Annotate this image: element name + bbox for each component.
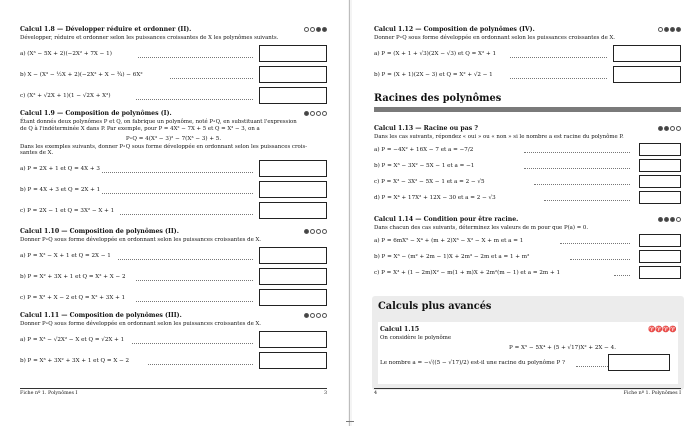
answer-box[interactable] xyxy=(259,268,327,285)
difficulty-indicator xyxy=(658,217,681,222)
section-title-avances: Calculs plus avancés xyxy=(378,301,492,312)
exercise-title-text: Calcul 1.9 — Composition de polynômes (I). xyxy=(20,110,172,117)
polynomial-formula: P = X⁵ − 5X⁴ + (5 + √17)X² + 2X − 4. xyxy=(509,344,616,351)
answer-box[interactable] xyxy=(639,143,681,156)
question-text: b) P = X³ − (m² + 2m − 1)X + 2m³ − 2m et a = 1 + m² xyxy=(374,253,530,260)
question-row xyxy=(374,159,681,173)
difficulty-dot-icon xyxy=(310,313,315,318)
difficulty-dot-filled-icon xyxy=(304,313,309,318)
dotted-leader xyxy=(510,78,607,79)
dotted-leader xyxy=(102,172,253,173)
question-row xyxy=(20,247,327,265)
page-footer xyxy=(374,388,681,396)
difficulty-dot-filled-icon xyxy=(658,217,663,222)
difficulty-dot-filled-icon xyxy=(664,217,669,222)
exercise-title xyxy=(20,312,327,320)
exercise-title-text: Calcul 1.13 — Racine ou pas ? xyxy=(374,125,479,132)
difficulty-dot-icon xyxy=(322,111,327,116)
answer-box[interactable] xyxy=(259,202,327,219)
difficulty-indicator xyxy=(304,111,327,116)
answer-box[interactable] xyxy=(639,266,681,279)
page-number: 3 xyxy=(323,391,327,396)
difficulty-dot-filled-icon xyxy=(664,27,669,32)
exercise-1-8 xyxy=(20,26,327,105)
dotted-leader xyxy=(560,243,630,244)
section-title-racines: Racines des polynômes xyxy=(374,93,502,104)
dotted-leader xyxy=(138,57,253,58)
answer-box[interactable] xyxy=(639,159,681,172)
exercise-1-10 xyxy=(20,228,327,307)
exercise-title xyxy=(374,125,681,133)
difficulty-dot-icon xyxy=(676,126,681,131)
question-text: b) P = 4X + 3 et Q = 2X + 1 xyxy=(20,187,101,194)
exercise-title xyxy=(20,110,327,118)
answer-box[interactable] xyxy=(259,160,327,177)
difficulty-dot-icon xyxy=(316,111,321,116)
question-row xyxy=(20,87,327,105)
exercise-instruction-line: Dans les exemples suivants, donner P∘Q sous forme développée en ordonnant selon les puissances crois- xyxy=(20,143,308,150)
difficulty-dot-icon xyxy=(316,313,321,318)
dotted-leader xyxy=(524,168,630,169)
difficulty-dot-filled-icon xyxy=(664,126,669,131)
difficulty-dot-filled-icon xyxy=(658,126,663,131)
difficulty-dot-filled-icon xyxy=(304,229,309,234)
answer-box[interactable] xyxy=(259,87,327,104)
exercise-1-11 xyxy=(20,312,327,370)
exercise-description: Donner P∘Q sous forme développée en ordonnant selon les puissances croissantes de X. xyxy=(374,35,616,41)
answer-box[interactable] xyxy=(259,331,327,348)
question-row xyxy=(20,352,327,370)
question-text: c) (X² + √2X + 1)(1 − √2X + X²) xyxy=(20,92,111,99)
question-row xyxy=(20,202,327,220)
question-row xyxy=(374,266,681,280)
exercise-description: On considère le polynôme xyxy=(380,335,452,341)
question-row xyxy=(374,143,681,157)
question-text: c) P = X³ − 3X² − 5X − 1 et a = 2 − √5 xyxy=(374,178,485,185)
answer-box[interactable] xyxy=(259,66,327,83)
difficulty-dot-filled-icon xyxy=(304,111,309,116)
exercise-1-9 xyxy=(20,110,327,220)
exercise-title xyxy=(374,26,681,34)
difficulty-indicator xyxy=(304,229,327,234)
page-footer xyxy=(20,388,327,396)
difficulty-indicator xyxy=(304,27,327,32)
question-text: b) P = X² + 3X + 1 et Q = X² + X − 2 xyxy=(20,273,126,280)
answer-box[interactable] xyxy=(639,175,681,188)
answer-box[interactable] xyxy=(639,234,681,247)
exercise-1-14 xyxy=(374,216,681,280)
difficulty-dot-icon xyxy=(310,27,315,32)
dotted-leader xyxy=(136,99,253,100)
answer-box[interactable] xyxy=(259,45,327,62)
dotted-leader xyxy=(570,259,630,260)
question-row xyxy=(374,45,681,63)
question-row xyxy=(374,191,681,205)
answer-box[interactable] xyxy=(613,66,681,83)
question-row xyxy=(20,268,327,286)
dotted-leader xyxy=(132,343,253,344)
dotted-leader xyxy=(136,301,253,302)
question-text: b) P = X³ − 3X² − 5X − 1 et a = −1 xyxy=(374,162,475,169)
question-row xyxy=(20,289,327,307)
exercise-1-12 xyxy=(374,26,681,84)
exercise-title-text: Calcul 1.14 — Condition pour être racine. xyxy=(374,216,519,223)
dotted-leader xyxy=(544,200,630,201)
section-divider xyxy=(374,107,681,112)
exercise-instruction-line: santes de X. xyxy=(20,150,54,157)
answer-box[interactable] xyxy=(259,289,327,306)
question-row xyxy=(20,160,327,178)
right-page xyxy=(354,0,700,426)
question-row xyxy=(20,66,327,84)
book-spine xyxy=(348,0,352,426)
exercise-description-line: Étant donnés deux polynômes P et Q, on fabrique un polynôme, noté P∘Q, en substituant l'expression xyxy=(20,119,297,125)
difficulty-dot-icon xyxy=(322,313,327,318)
question-row xyxy=(374,234,681,248)
difficulty-indicator xyxy=(658,126,681,131)
exercise-description: Développer, réduire et ordonner selon les puissances croissantes de X les polynômes suivants. xyxy=(20,35,279,41)
question-row xyxy=(374,66,681,84)
difficulty-dot-icon xyxy=(322,229,327,234)
difficulty-dot-icon xyxy=(304,27,309,32)
footer-chapter: Fiche nº 1. Polynômes I xyxy=(20,391,78,396)
example-formula: P∘Q = 4(X³ − 3)² − 7(X³ − 3) + 5. xyxy=(125,135,222,142)
exercise-title xyxy=(380,326,676,334)
question-text: b) P = (X + 1)(2X − 3) et Q = X² + √2 − 1 xyxy=(374,71,493,78)
dotted-leader xyxy=(102,193,253,194)
exercise-1-13 xyxy=(374,125,681,205)
answer-box[interactable] xyxy=(259,247,327,264)
question-text: a) P = X² − X + 1 et Q = 2X − 1 xyxy=(20,252,111,259)
answer-box[interactable] xyxy=(613,45,681,62)
dotted-leader xyxy=(510,57,607,58)
dotted-leader xyxy=(534,184,630,185)
question-text: a) P = −4X² + 16X − 7 et a = −7/2 xyxy=(374,146,474,153)
exercise-title-text: Calcul 1.15 xyxy=(380,326,420,333)
answer-box[interactable] xyxy=(639,250,681,263)
difficulty-dot-filled-icon xyxy=(670,27,675,32)
question-text: b) P = X³ + 3X² + 3X + 1 et Q = X − 2 xyxy=(20,357,130,364)
answer-box[interactable] xyxy=(259,352,327,369)
left-page xyxy=(0,0,346,426)
question-row xyxy=(380,354,676,372)
difficulty-dot-filled-icon xyxy=(322,27,327,32)
difficulty-dot-icon xyxy=(658,27,663,32)
difficulty-dot-filled-icon xyxy=(670,217,675,222)
footer-chapter: Fiche nº 1. Polynômes I xyxy=(623,391,681,396)
difficulty-keys-icon: ♈♈♈♈ xyxy=(648,326,676,333)
exercise-1-15 xyxy=(380,326,676,372)
exercise-description: Dans chacun des cas suivants, déterminez les valeurs de m pour que P(a) = 0. xyxy=(374,225,589,231)
exercise-title xyxy=(20,26,327,34)
difficulty-dot-filled-icon xyxy=(676,27,681,32)
question-row xyxy=(20,45,327,63)
difficulty-dot-icon xyxy=(676,217,681,222)
answer-box[interactable] xyxy=(639,191,681,204)
question-text: c) P = X² + X − 2 et Q = X² + 3X + 1 xyxy=(20,294,126,301)
dotted-leader xyxy=(148,364,253,365)
dotted-leader xyxy=(170,78,253,79)
exercise-title-text: Calcul 1.11 — Composition de polynômes (III). xyxy=(20,312,182,319)
question-text: Le nombre a = −√((5 − √17)/2) est-il une racine du polynôme P ? xyxy=(380,359,566,366)
difficulty-dot-filled-icon xyxy=(316,27,321,32)
question-text: a) P = 6mX⁵ − X⁴ + (m + 2)X³ − X² − X + m et a = 1 xyxy=(374,237,524,244)
difficulty-dot-icon xyxy=(310,111,315,116)
question-text: c) P = 2X − 1 et Q = 3X² − X + 1 xyxy=(20,208,115,215)
exercise-description: Dans les cas suivants, répondez « oui » ou « non » si le nombre a est racine du polynôme P. xyxy=(374,134,624,140)
exercise-title xyxy=(20,228,327,236)
question-text: a) P = (X + 1 + √3)(2X − √3) et Q = X² + 1 xyxy=(374,50,497,57)
difficulty-indicator xyxy=(304,313,327,318)
difficulty-indicator xyxy=(658,27,681,32)
answer-box[interactable] xyxy=(608,354,670,371)
difficulty-dot-icon xyxy=(670,126,675,131)
exercise-title-text: Calcul 1.10 — Composition de polynômes (II). xyxy=(20,228,179,235)
dotted-leader xyxy=(614,275,630,276)
answer-box[interactable] xyxy=(259,181,327,198)
question-text: a) P = X³ − √2X² − X et Q = √2X + 1 xyxy=(20,336,125,343)
exercise-title xyxy=(374,216,681,224)
exercise-description: Donner P∘Q sous forme développée en ordonnant selon les puissances croissantes de X. xyxy=(20,321,262,327)
dotted-leader xyxy=(524,152,630,153)
question-row xyxy=(374,175,681,189)
question-row xyxy=(20,181,327,199)
question-text: d) P = X⁴ + 17X² + 12X − 30 et a = 2 − √3 xyxy=(374,194,496,201)
dotted-leader xyxy=(136,280,253,281)
question-row xyxy=(374,250,681,264)
question-text: a) (X³ − 5X + 2)(−2X² + 7X − 1) xyxy=(20,50,112,57)
exercise-title-text: Calcul 1.12 — Composition de polynômes (IV). xyxy=(374,26,535,33)
question-text: c) P = X³ + (1 − 2m)X² − m(1 + m)X + 2m²(m − 1) et a = 2m + 1 xyxy=(374,269,561,276)
difficulty-dot-icon xyxy=(316,229,321,234)
question-text: b) X − (X³ − ½X + 2)(−2X² + X − ¾) − 6X² xyxy=(20,71,143,78)
question-row xyxy=(20,331,327,349)
question-text: a) P = 2X + 1 et Q = 4X + 3 xyxy=(20,166,100,173)
page-number: 4 xyxy=(374,391,378,396)
difficulty-dot-icon xyxy=(310,229,315,234)
dotted-leader xyxy=(118,259,253,260)
exercise-description: Donner P∘Q sous forme développée en ordonnant selon les puissances croissantes de X. xyxy=(20,237,262,243)
exercise-title-text: Calcul 1.8 — Développer réduire et ordonner (II). xyxy=(20,26,192,33)
dotted-leader xyxy=(120,214,253,215)
dotted-leader xyxy=(576,366,608,367)
exercise-description-line: de Q à l'indéterminée X dans P. Par exemple, pour P = 4X² − 7X + 5 et Q = X³ − 3, on a xyxy=(20,125,260,132)
